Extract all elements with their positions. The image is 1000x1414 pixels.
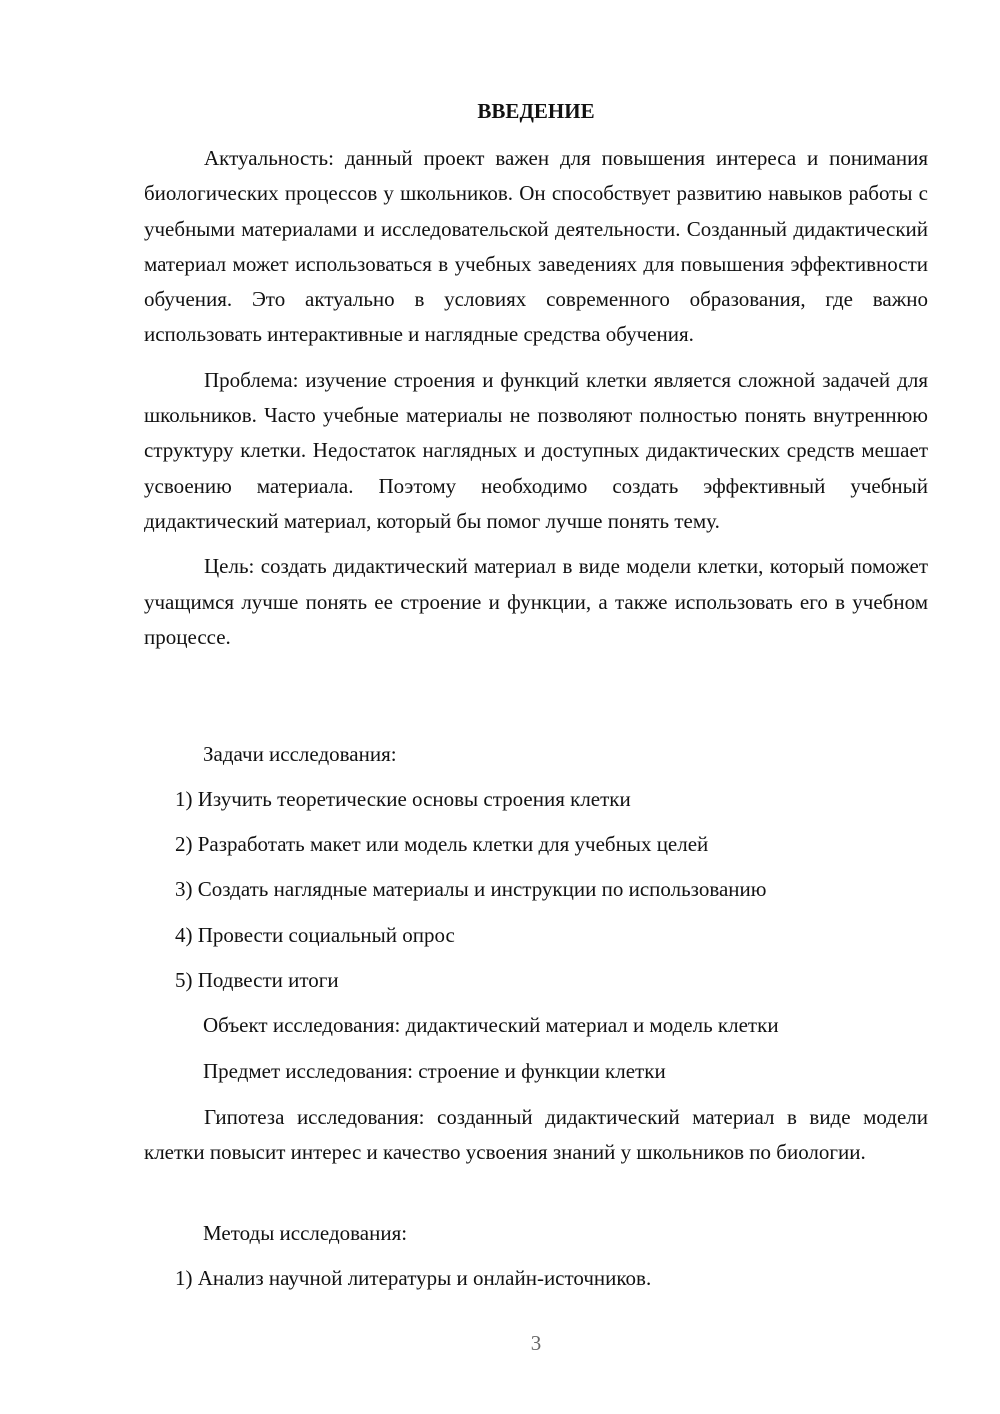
task-item: 4) Провести социальный опрос [175,923,455,947]
page-number: 3 [530,1331,542,1355]
research-subject: Предмет исследования: строение и функции клетки [203,1059,666,1083]
task-item: 1) Изучить теоретические основы строения клетки [175,787,631,811]
research-object: Объект исследования: дидактический материал и модель клетки [203,1013,779,1037]
task-item: 2) Разработать макет или модель клетки для учебных целей [175,832,709,856]
methods-heading: Методы исследования: [203,1221,408,1245]
task-item: 5) Подвести итоги [175,968,339,992]
task-item: 3) Создать наглядные материалы и инструкции по использованию [175,877,767,901]
hypothesis-block [144,1100,928,1181]
tasks-heading: Задачи исследования: [203,742,397,766]
paragraph-goal: Цель: создать дидактический материал в виде модели клетки, который поможет учащимся лучше понять ее строение и функции, а также использовать его в учебном процессе. [144,554,928,649]
paragraph-problem: Проблема: изучение строения и функций клетки является сложной задачей для школьников. Часто учебные материалы не позволяют полностью понять внутреннюю структуру клетки. Недостаток наглядных и доступных дидактических средств мешает усвоению материала. Поэтому необходимо создать эффективный учебный дидактический материал, который бы помог лучше понять тему. [144,367,928,533]
research-hypothesis: Гипотеза исследования: созданный дидактический материал в виде модели клетки повысит интерес и качество усвоения знаний у школьников по биологии. [144,1105,928,1165]
method-item: 1) Анализ научной литературы и онлайн-источников. [175,1266,652,1290]
page-title: ВВЕДЕНИЕ [477,99,595,123]
body-paragraphs [144,141,928,665]
paragraph-relevance: Актуальность: данный проект важен для повышения интереса и понимания биологических процессов у школьников. Он способствует развитию навыков работы с учебными материалами и исследовательской деятельности. Созданный дидактический материал может использоваться в учебных заведениях для повышения эффективности обучения. Это актуально в условиях современного образования, где важно использовать интерактивные и наглядные средства обучения. [144,146,928,347]
